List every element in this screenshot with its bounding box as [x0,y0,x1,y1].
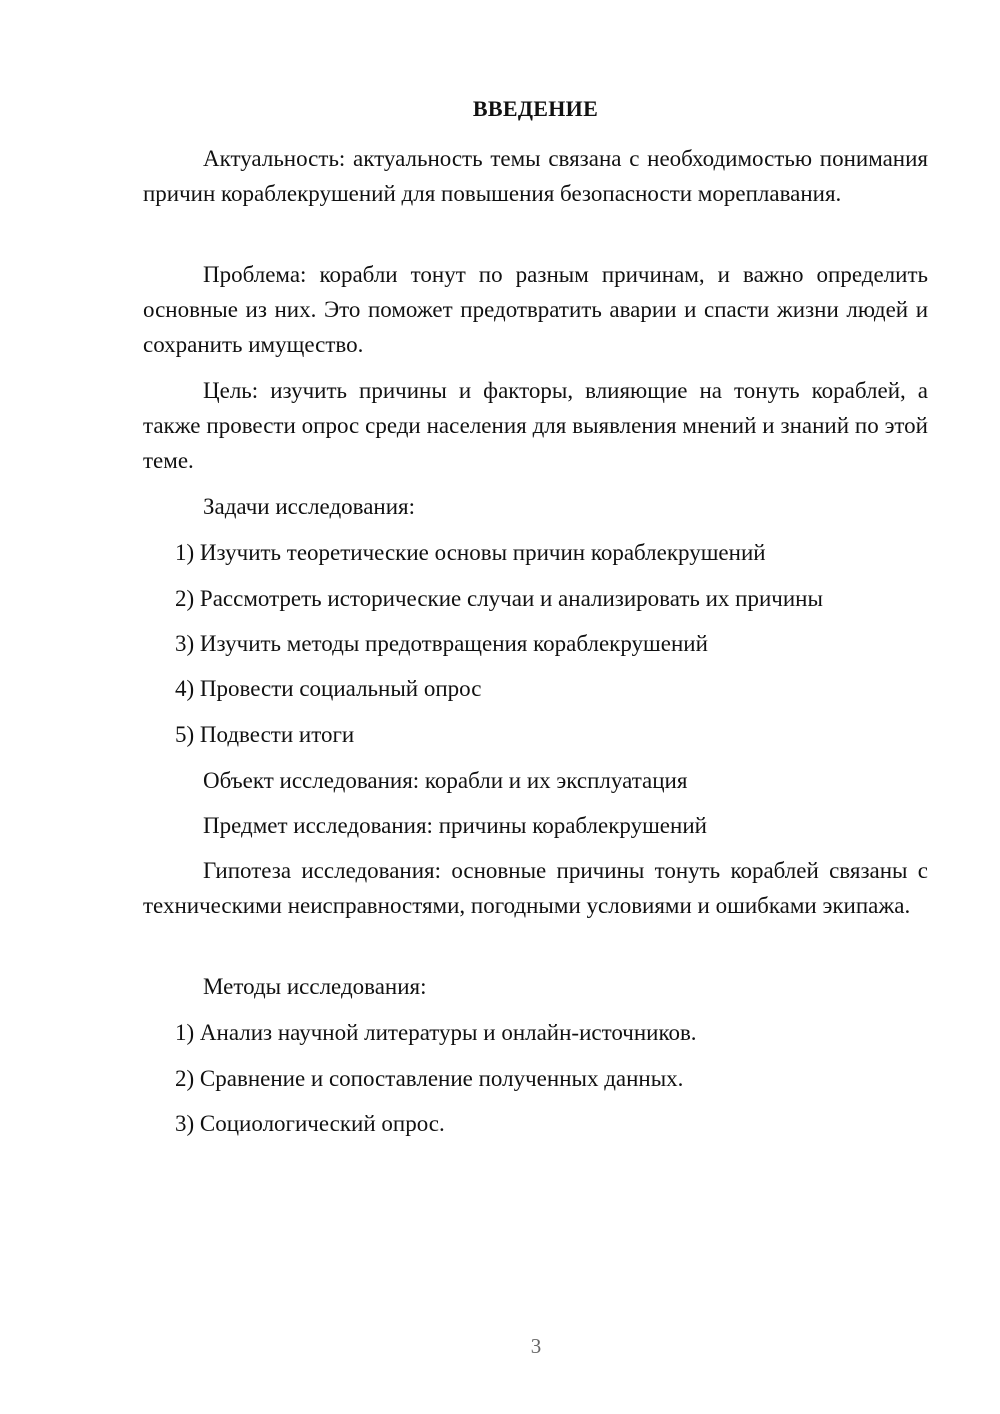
goal-paragraph: Цель: изучить причины и факторы, влияющие на тонуть кораблей, а также провести опрос среди населения для выявления мнений и знаний по этой теме. [143,378,928,473]
method-item: 2) Сравнение и сопоставление полученных данных. [175,1066,684,1091]
task-item: 3) Изучить методы предотвращения кораблекрушений [175,631,708,656]
method-item: 1) Анализ научной литературы и онлайн-источников. [175,1020,697,1045]
task-item: 5) Подвести итоги [175,722,355,747]
object-line: Объект исследования: корабли и их эксплуатация [203,768,688,793]
problem-paragraph: Проблема: корабли тонут по разным причинам, и важно определить основные из них. Это поможет предотвратить аварии и спасти жизни людей и сохранить имущество. [143,262,928,357]
methods-heading: Методы исследования: [203,974,427,999]
page-number: 3 [530,1334,542,1358]
task-item: 1) Изучить теоретические основы причин кораблекрушений [175,540,766,565]
task-item: 2) Рассмотреть исторические случаи и анализировать их причины [175,586,823,611]
method-item: 3) Социологический опрос. [175,1111,445,1136]
section-title: ВВЕДЕНИЕ [472,96,599,121]
relevance-paragraph: Актуальность: актуальность темы связана с необходимостью понимания причин кораблекрушений для повышения безопасности мореплавания. [143,146,928,206]
tasks-heading: Задачи исследования: [203,494,416,519]
hypothesis-paragraph: Гипотеза исследования: основные причины тонуть кораблей связаны с техническими неисправностями, погодными условиями и ошибками экипажа. [143,858,928,918]
task-item: 4) Провести социальный опрос [175,676,482,701]
subject-line: Предмет исследования: причины кораблекрушений [203,813,707,838]
